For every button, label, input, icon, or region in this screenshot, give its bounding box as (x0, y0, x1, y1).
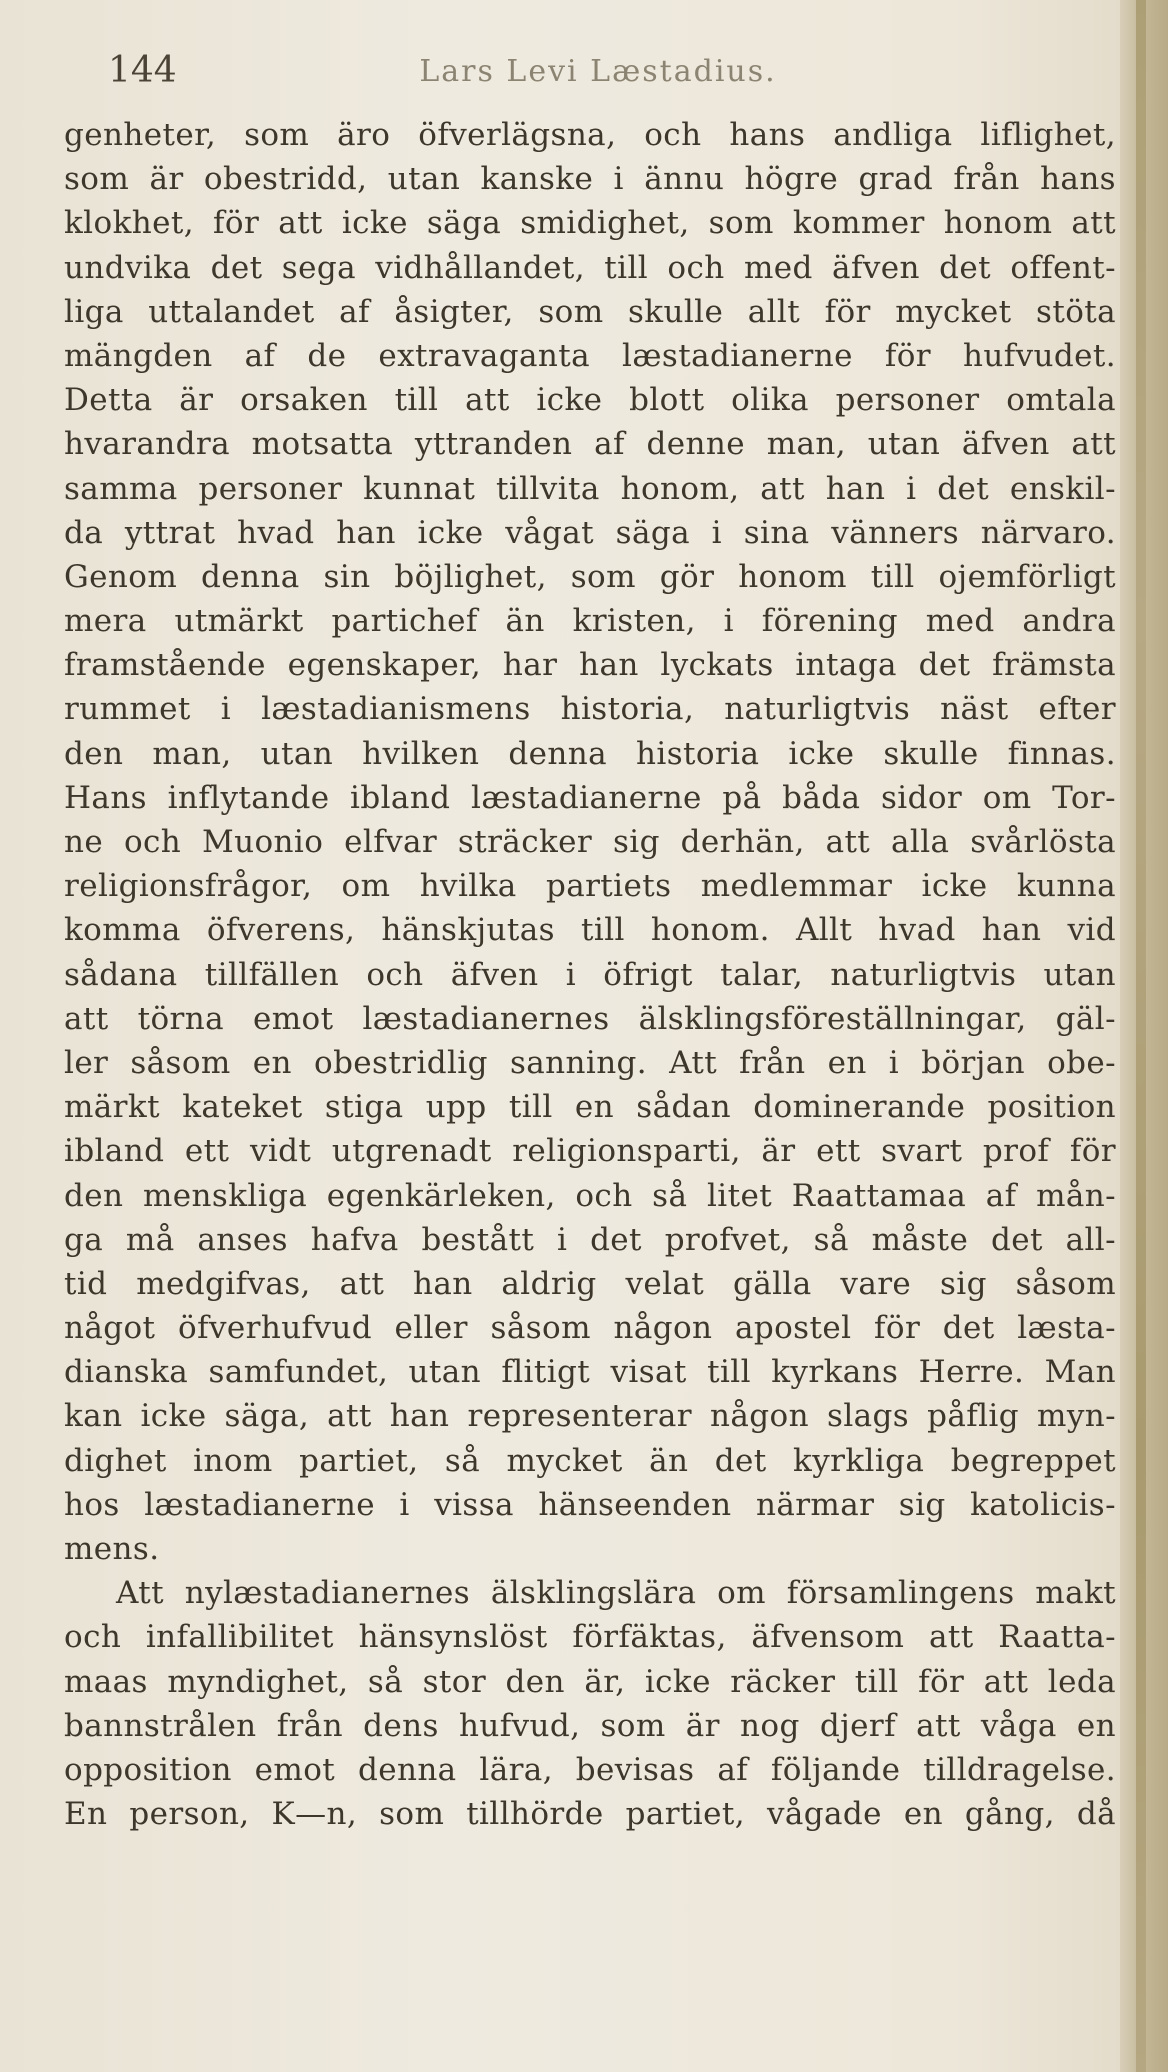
text-line: rummet i læstadianismens historia, naturligtvis näst efter (64, 691, 1116, 728)
text-line: En person, K—n, som tillhörde partiet, vågade en gång, då (64, 1796, 1116, 1833)
text-line: och infallibilitet hänsynslöst förfäktas, äfvensom att Raatta- (64, 1619, 1116, 1656)
text-line: ibland ett vidt utgrenadt religionsparti, är ett svart prof för (64, 1133, 1116, 1170)
text-line: ler såsom en obestridlig sanning. Att från en i början obe- (64, 1044, 1116, 1081)
text-line: ga må anses hafva bestått i det profvet, så måste det all- (64, 1221, 1116, 1258)
text-line: dighet inom partiet, så mycket än det kyrkliga begreppet (64, 1442, 1116, 1479)
running-head: Lars Levi Læstadius. (419, 54, 777, 89)
text-line: klokhet, för att icke säga smidighet, som kommer honom att (64, 205, 1116, 242)
text-line: mängden af de extravaganta læstadianerne för hufvudet. (64, 337, 1116, 374)
page-number: 144 (108, 50, 177, 91)
text-line: kan icke säga, att han representerar någon slags påflig myn- (64, 1398, 1116, 1435)
paragraph-start-line: Att nylæstadianernes älsklingslära om församlingens makt (116, 1575, 1116, 1612)
text-line: dianska samfundet, utan flitigt visat till kyrkans Herre. Man (64, 1354, 1116, 1391)
text-line: något öfverhufvud eller såsom någon apostel för det læsta- (64, 1310, 1116, 1347)
text-line: samma personer kunnat tillvita honom, att han i det enskil- (64, 470, 1116, 507)
text-line: Detta är orsaken till att icke blott olika personer omtala (64, 382, 1116, 419)
text-line: genheter, som äro öfverlägsna, och hans andliga liflighet, (64, 117, 1116, 153)
text-line: som är obestridd, utan kanske i ännu högre grad från hans (64, 161, 1116, 198)
text-line: maas myndighet, så stor den är, icke räcker till för att leda (64, 1663, 1116, 1700)
text-line: Genom denna sin böjlighet, som gör honom till ojemförligt (64, 558, 1116, 595)
text-line: undvika det sega vidhållandet, till och med äfven det offent- (64, 249, 1116, 286)
text-line: tid medgifvas, att han aldrig velat gälla vare sig såsom (64, 1265, 1116, 1302)
text-line: religionsfrågor, om hvilka partiets medlemmar icke kunna (64, 868, 1116, 905)
text-line: hos læstadianerne i vissa hänseenden närmar sig katolicis- (64, 1486, 1116, 1523)
text-line: märkt kateket stiga upp till en sådan dominerande position (64, 1089, 1116, 1126)
text-line: komma öfverens, hänskjutas till honom. Allt hvad han vid (64, 912, 1116, 949)
text-line: den menskliga egenkärleken, och så litet Raattamaa af mån- (64, 1177, 1116, 1214)
text-line: Hans inflytande ibland læstadianerne på båda sidor om Tor- (64, 779, 1116, 816)
text-line: framstående egenskaper, har han lyckats intaga det främsta (64, 647, 1116, 684)
text-line: mera utmärkt partichef än kristen, i förening med andra (64, 603, 1116, 640)
text-line: sådana tillfällen och äfven i öfrigt talar, naturligtvis utan (64, 956, 1116, 993)
text-line: att törna emot læstadianernes älsklingsföreställningar, gäl- (64, 1000, 1116, 1037)
text-line: opposition emot denna lära, bevisas af följande tilldragelse. (64, 1751, 1116, 1788)
page-header (108, 50, 1088, 106)
page-edge-shadow (1120, 0, 1168, 2072)
text-line: bannstrålen från dens hufvud, som är nog djerf att våga en (64, 1707, 1116, 1744)
body-text (64, 113, 1116, 1836)
paragraph-end-line: mens. (64, 1531, 160, 1567)
text-line: hvarandra motsatta yttranden af denne man, utan äfven att (64, 426, 1116, 463)
text-line: liga uttalandet af åsigter, som skulle allt för mycket stöta (64, 293, 1116, 330)
text-line: ne och Muonio elfvar sträcker sig derhän, att alla svårlösta (64, 824, 1116, 860)
text-line: den man, utan hvilken denna historia icke skulle finnas. (64, 735, 1116, 772)
page-edge-binding (1136, 0, 1146, 2072)
text-line: da yttrat hvad han icke vågat säga i sina vänners närvaro. (64, 514, 1116, 551)
